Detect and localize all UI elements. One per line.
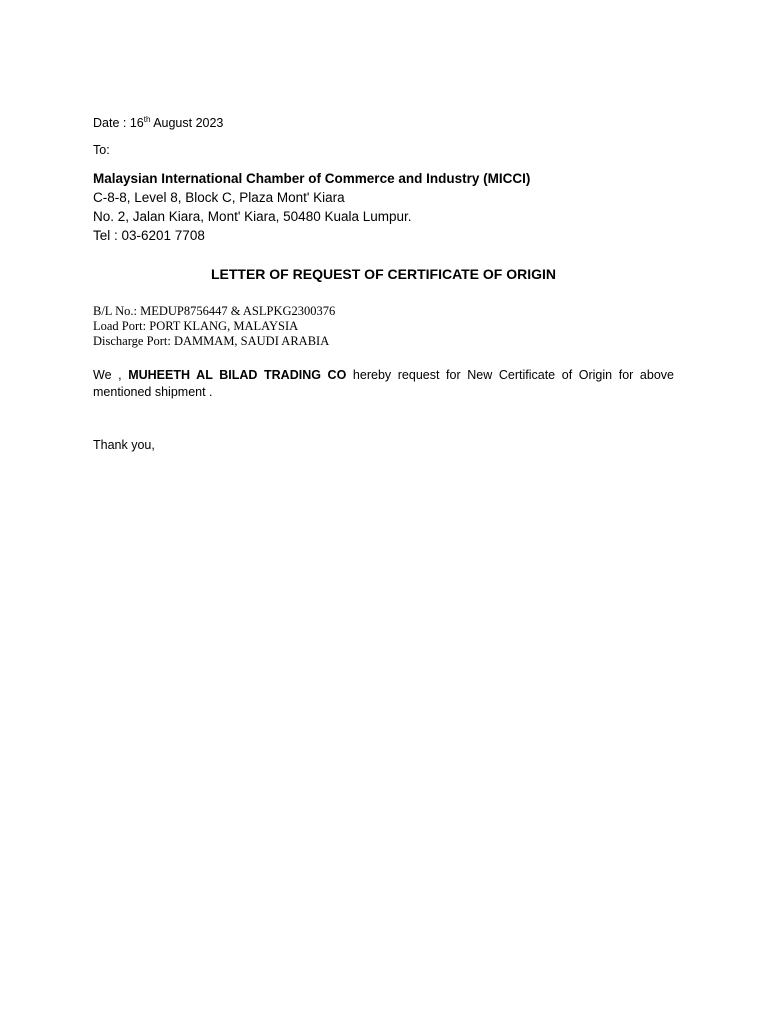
date-prefix: Date : 16	[93, 116, 144, 130]
recipient-address-line1: C-8-8, Level 8, Block C, Plaza Mont' Kiara	[93, 190, 345, 205]
to-label: To:	[93, 143, 110, 157]
recipient-address-line2: No. 2, Jalan Kiara, Mont' Kiara, 50480 Kuala Lumpur.	[93, 209, 412, 224]
recipient-name: Malaysian International Chamber of Commerce and Industry (MICCI)	[93, 171, 531, 186]
date-rest: August 2023	[150, 116, 224, 130]
bl-number: B/L No.: MEDUP8756447 & ASLPKG2300376	[93, 304, 336, 318]
company-name: MUHEETH AL BILAD TRADING CO	[128, 368, 347, 382]
date-suffix: th	[143, 114, 151, 124]
body-rest: hereby request for New Certificate of Origin for above mentioned shipment .	[93, 368, 674, 399]
date-line	[93, 116, 223, 130]
load-port: Load Port: PORT KLANG, MALAYSIA	[93, 319, 299, 333]
request-paragraph	[93, 367, 674, 401]
letter-title: LETTER OF REQUEST OF CERTIFICATE OF ORIGIN	[210, 266, 557, 282]
discharge-port: Discharge Port: DAMMAM, SAUDI ARABIA	[93, 334, 330, 348]
closing: Thank you,	[93, 438, 155, 452]
recipient-tel: Tel : 03-6201 7708	[93, 228, 205, 243]
body-lead: We ,	[93, 368, 129, 382]
